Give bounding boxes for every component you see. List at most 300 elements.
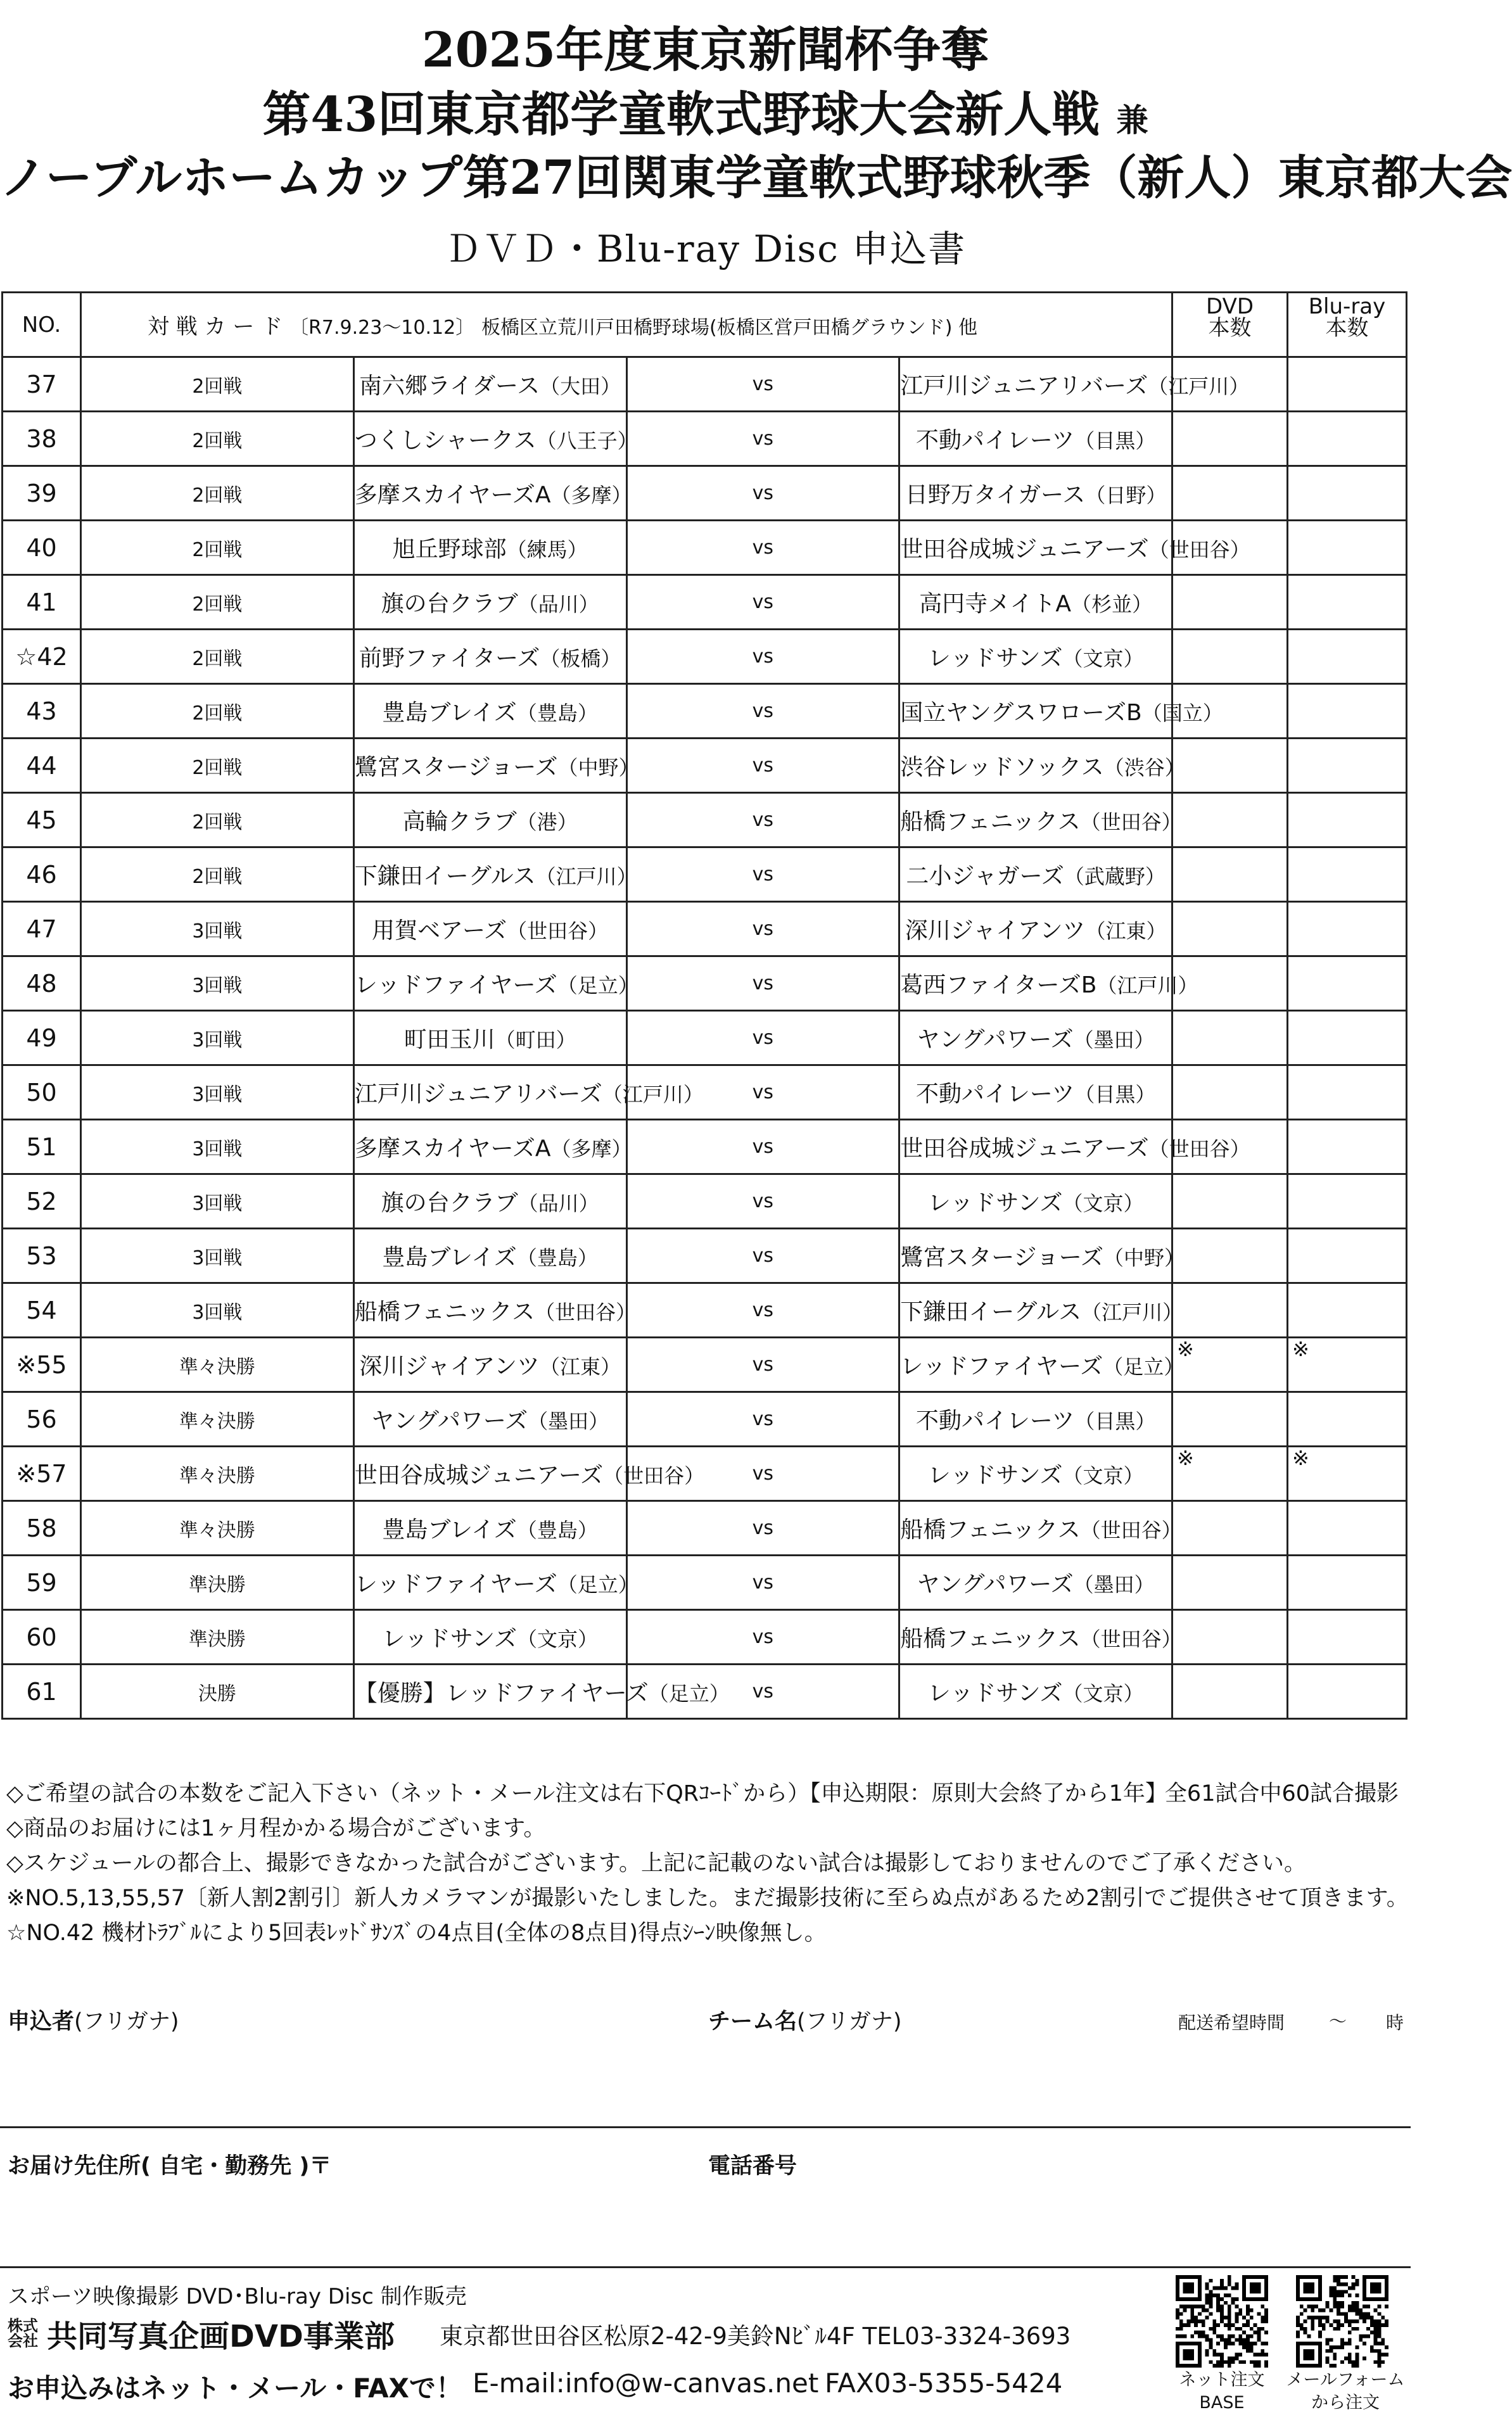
team-1-location: （大田） — [540, 374, 621, 398]
vs-text: vs — [752, 1354, 774, 1376]
round-text: 3回戦 — [192, 1029, 243, 1051]
team-1-location: （江戸川） — [535, 865, 637, 889]
team-2-name: 高円寺メイトA — [919, 591, 1072, 617]
team-2-location: （日野） — [1085, 483, 1167, 507]
team-1-cell — [353, 684, 626, 739]
team-1-cell — [353, 1501, 626, 1556]
round-text: 3回戦 — [192, 1247, 243, 1269]
vs-text: vs — [752, 972, 774, 994]
bluray-quantity-cell[interactable] — [1288, 630, 1407, 684]
team-2-cell — [899, 521, 1250, 575]
delivery-time-label: 配送希望時間 — [1178, 2012, 1285, 2033]
row-round — [81, 1665, 354, 1719]
vs-cell — [626, 1011, 899, 1065]
team-1-name: 用賀ベアーズ — [372, 918, 507, 944]
vs-cell — [626, 847, 899, 902]
title-line-2 — [0, 76, 1411, 145]
vs-text: vs — [752, 373, 774, 395]
vs-text: vs — [752, 1245, 774, 1267]
team-1-location: （豊島） — [516, 701, 598, 725]
dvd-quantity-cell[interactable] — [1172, 466, 1288, 521]
round-text: 準決勝 — [188, 1573, 246, 1596]
row-number — [3, 1447, 81, 1501]
header-no: NO. — [3, 293, 81, 357]
team-1-cell — [353, 630, 626, 684]
vs-text: vs — [752, 482, 774, 504]
team-1-cell — [353, 466, 632, 521]
team-1-cell — [353, 1556, 638, 1610]
round-text: 準決勝 — [188, 1628, 246, 1651]
table-row — [3, 521, 1407, 575]
bluray-quantity-cell[interactable] — [1288, 1665, 1407, 1719]
bluray-quantity-cell[interactable] — [1288, 956, 1407, 1011]
row-round — [81, 575, 354, 630]
team-1-cell — [353, 1447, 705, 1501]
qr-base-label-2: BASE — [1199, 2393, 1245, 2413]
team-2-location: （世田谷） — [1080, 1627, 1182, 1651]
team-1-cell — [353, 1338, 626, 1392]
note-line-4: ※NO.5,13,55,57〔新人割2割引〕新人カメラマンが撮影いたしました。まだ撮影技術に至らぬ点があるため2割引でご提供させて頂きます。 — [6, 1886, 1409, 1911]
bluray-quantity-cell[interactable] — [1288, 1174, 1407, 1229]
row-number — [3, 1229, 81, 1283]
team-1-location: （足立） — [648, 1682, 730, 1706]
team-2-name: 鷺宮スタージョーズ — [900, 1245, 1104, 1271]
row-number-text: ※57 — [16, 1459, 67, 1488]
qr-mailform-label-2: から注文 — [1311, 2393, 1380, 2413]
table-header-row — [3, 293, 1407, 357]
team-2-cell — [899, 1556, 1172, 1610]
table-row — [3, 575, 1407, 630]
title-line-3: ノーブルホームカップ第27回関東学童軟式野球秋季（新人）東京都大会 — [0, 151, 1512, 205]
team-1-name: 旗の台クラブ — [381, 1190, 518, 1216]
bluray-quantity-cell[interactable] — [1288, 1392, 1407, 1447]
applicant-label-text: 申込者 — [8, 2009, 75, 2034]
table-row — [3, 1120, 1407, 1174]
round-text: 2回戦 — [192, 811, 243, 834]
table-row — [3, 412, 1407, 466]
row-number — [3, 1610, 81, 1665]
row-number — [3, 956, 81, 1011]
team-1-name: 世田谷成城ジュニアーズ — [354, 1462, 604, 1488]
team-2-cell — [899, 1501, 1182, 1556]
round-text: 2回戦 — [192, 429, 243, 452]
team-2-cell — [899, 1283, 1183, 1338]
row-number-text: 52 — [26, 1187, 57, 1215]
row-number-text: 44 — [26, 751, 57, 780]
row-number-text: 60 — [26, 1623, 57, 1651]
team-2-name: 船橋フェニックス — [900, 1517, 1081, 1543]
team-1-name: 鷺宮スタージョーズ — [354, 754, 558, 780]
round-text: 3回戦 — [192, 920, 243, 942]
team-2-name: レッドサンズ — [927, 1680, 1063, 1706]
team-1-cell — [353, 1229, 626, 1283]
team-1-cell — [353, 1392, 626, 1447]
note-line-2: ◇商品のお届けには1ヶ月程かかる場合がございます。 — [6, 1816, 546, 1841]
row-round — [81, 357, 354, 412]
team-1-name: レッドサンズ — [382, 1626, 517, 1652]
dvd-quantity-cell[interactable] — [1172, 1392, 1288, 1447]
team-2-name: 不動パイレーツ — [915, 428, 1075, 454]
team-1-location: （江東） — [540, 1355, 621, 1379]
row-number-text: 37 — [26, 370, 57, 398]
vs-text: vs — [752, 1081, 774, 1103]
header-match-card — [81, 293, 1172, 357]
bluray-quantity-cell[interactable] — [1288, 1283, 1407, 1338]
bluray-mark: ※ — [1292, 1446, 1309, 1470]
delivery-time-tilde: ～ — [1329, 2011, 1347, 2032]
vs-cell — [626, 902, 899, 956]
team-1-location: （豊島） — [516, 1246, 598, 1270]
dvd-quantity-cell[interactable] — [1172, 902, 1288, 956]
form-title: ＤＶＤ・Blu-ray Disc 申込書 — [444, 227, 967, 270]
row-number-text: 48 — [26, 969, 57, 998]
dvd-quantity-cell[interactable] — [1172, 739, 1288, 793]
bluray-quantity-cell[interactable] — [1288, 466, 1407, 521]
team-2-name: 船橋フェニックス — [900, 809, 1081, 835]
team-1-name: 豊島ブレイズ — [382, 1245, 517, 1271]
row-number — [3, 847, 81, 902]
dvd-quantity-cell[interactable] — [1172, 1610, 1288, 1665]
bluray-quantity-cell[interactable] — [1288, 902, 1407, 956]
row-round — [81, 1501, 354, 1556]
vs-text: vs — [752, 863, 774, 885]
vs-cell — [626, 739, 899, 793]
row-number-text: 41 — [26, 588, 57, 616]
dvd-quantity-cell[interactable] — [1172, 1229, 1288, 1283]
vs-cell — [626, 1501, 899, 1556]
vs-cell — [626, 466, 899, 521]
team-2-location: （文京） — [1062, 1464, 1144, 1488]
bluray-quantity-cell[interactable] — [1288, 739, 1407, 793]
team-1-cell — [353, 1120, 632, 1174]
team-2-location: （江戸川） — [1096, 974, 1198, 998]
bluray-quantity-cell[interactable] — [1288, 412, 1407, 466]
bluray-quantity-cell[interactable] — [1288, 684, 1407, 739]
team-2-name: 二小ジャガーズ — [906, 863, 1064, 889]
team-2-cell — [899, 684, 1223, 739]
vs-cell — [626, 575, 899, 630]
row-round — [81, 1610, 354, 1665]
dvd-quantity-cell[interactable] — [1172, 1338, 1288, 1392]
round-text: 2回戦 — [192, 538, 243, 561]
team-2-cell — [899, 847, 1172, 902]
row-number — [3, 1283, 81, 1338]
team-2-location: （江東） — [1085, 919, 1167, 943]
bluray-quantity-cell[interactable] — [1288, 1556, 1407, 1610]
table-row — [3, 1556, 1407, 1610]
round-text: 3回戦 — [192, 1138, 243, 1160]
row-number-text: 46 — [26, 860, 57, 889]
team-1-location: （品川） — [518, 1191, 599, 1215]
note-1-right: 全61試合中60試合撮影 — [1164, 1781, 1399, 1806]
dvd-quantity-cell[interactable] — [1172, 412, 1288, 466]
vs-cell — [626, 1338, 899, 1392]
table-row — [3, 847, 1407, 902]
row-round — [81, 630, 354, 684]
header-bluray-line1: Blu-ray — [1308, 294, 1386, 319]
round-text: 3回戦 — [192, 974, 243, 997]
row-round — [81, 793, 354, 847]
header-card-period: 〔R7.9.23～10.12〕 — [289, 317, 475, 339]
vs-cell — [626, 1610, 899, 1665]
table-row — [3, 357, 1407, 412]
bluray-quantity-cell[interactable] — [1288, 1338, 1407, 1392]
team-2-location: （江戸川） — [1081, 1300, 1183, 1324]
dvd-quantity-cell[interactable] — [1172, 1501, 1288, 1556]
dvd-quantity-cell[interactable] — [1172, 793, 1288, 847]
team-2-name: レッドサンズ — [927, 645, 1063, 671]
dvd-quantity-cell[interactable] — [1172, 1447, 1288, 1501]
dvd-quantity-cell[interactable] — [1172, 1283, 1288, 1338]
vs-cell — [626, 357, 899, 412]
row-number-text: 39 — [26, 479, 57, 507]
table-row — [3, 1610, 1407, 1665]
row-round — [81, 739, 354, 793]
team-2-location: （目黒） — [1074, 429, 1156, 453]
row-number-text: ※55 — [16, 1350, 67, 1379]
footer-tagline: スポーツ映像撮影 DVD･Blu-ray Disc 制作販売 — [8, 2284, 467, 2309]
team-2-cell — [899, 793, 1182, 847]
team-2-location: （中野） — [1103, 1246, 1185, 1270]
team-1-name: 江戸川ジュニアリバーズ — [354, 1081, 602, 1107]
row-number — [3, 739, 81, 793]
dvd-quantity-cell[interactable] — [1172, 1011, 1288, 1065]
row-number-text: 56 — [26, 1405, 57, 1433]
team-1-name: レッドファイヤーズ — [354, 1571, 557, 1597]
team-2-name: 深川ジャイアンツ — [905, 918, 1086, 944]
round-text: 決勝 — [198, 1682, 236, 1705]
row-number-text: 45 — [26, 806, 57, 834]
team-2-cell — [899, 1392, 1172, 1447]
team-1-cell — [353, 521, 626, 575]
vs-cell — [626, 1556, 899, 1610]
vs-cell — [626, 793, 899, 847]
bluray-quantity-cell[interactable] — [1288, 357, 1407, 412]
row-number — [3, 1501, 81, 1556]
footer-email[interactable]: E-mail:info@w-canvas.net — [473, 2368, 819, 2399]
title-line-1: 2025年度東京新聞杯争奪 — [421, 22, 989, 78]
row-number-text: 53 — [26, 1241, 57, 1270]
team-2-cell — [899, 1447, 1172, 1501]
team-1-name: 深川ジャイアンツ — [359, 1354, 540, 1380]
team-2-cell — [899, 956, 1198, 1011]
team-2-location: （墨田） — [1073, 1028, 1155, 1052]
team-2-name: ヤングパワーズ — [917, 1027, 1074, 1053]
team-2-location: （墨田） — [1073, 1573, 1155, 1597]
team-1-name: 豊島ブレイズ — [382, 700, 517, 726]
vs-text: vs — [752, 1027, 774, 1049]
footer-fax: FAX03-5355-5424 — [825, 2368, 1063, 2399]
vs-text: vs — [752, 1462, 774, 1485]
round-text: 準々決勝 — [179, 1410, 255, 1433]
team-2-name: 国立ヤングスワローズB — [900, 700, 1142, 726]
footer-kabu-top: 株式 — [8, 2317, 38, 2335]
team-1-location: （豊島） — [516, 1518, 598, 1542]
team-2-cell — [899, 1120, 1250, 1174]
bluray-quantity-cell[interactable] — [1288, 1447, 1407, 1501]
bluray-quantity-cell[interactable] — [1288, 1501, 1407, 1556]
row-number — [3, 575, 81, 630]
row-number — [3, 1174, 81, 1229]
row-number-text: 58 — [26, 1514, 57, 1542]
note-line-3: ◇スケジュールの都合上、撮影できなかった試合がございます。上記に記載のない試合は撮影しておりませんのでご了承ください。 — [6, 1851, 1307, 1876]
footer-kabushiki — [8, 2318, 38, 2349]
row-round — [81, 1392, 354, 1447]
team-2-cell — [899, 902, 1172, 956]
row-number-text: 49 — [26, 1024, 57, 1052]
dvd-quantity-cell[interactable] — [1172, 630, 1288, 684]
team-1-location: （港） — [516, 810, 578, 834]
team-1-cell — [353, 902, 626, 956]
team-1-cell — [353, 1065, 704, 1120]
row-number — [3, 1338, 81, 1392]
row-number — [3, 466, 81, 521]
dvd-quantity-cell[interactable] — [1172, 1665, 1288, 1719]
bluray-quantity-cell[interactable] — [1288, 1011, 1407, 1065]
team-2-location: （世田谷） — [1080, 1518, 1182, 1542]
row-round — [81, 1338, 354, 1392]
row-round — [81, 847, 354, 902]
team-2-cell — [899, 1229, 1185, 1283]
dvd-quantity-cell[interactable] — [1172, 1065, 1288, 1120]
row-number-text: 47 — [26, 915, 57, 943]
bluray-quantity-cell[interactable] — [1288, 1229, 1407, 1283]
table-row — [3, 1338, 1407, 1392]
team-2-location: （渋谷） — [1103, 756, 1185, 780]
dvd-quantity-cell[interactable] — [1172, 1556, 1288, 1610]
round-text: 2回戦 — [192, 865, 243, 888]
vs-text: vs — [752, 700, 774, 722]
row-number-text: 50 — [26, 1078, 57, 1107]
qr-code-base-icon[interactable] — [1176, 2275, 1268, 2368]
team-2-cell — [899, 412, 1172, 466]
team-1-location: （文京） — [517, 1627, 599, 1651]
qr-code-mailform-icon[interactable] — [1296, 2275, 1388, 2368]
row-number — [3, 1665, 81, 1719]
team-1-name: つくしシャークス — [354, 428, 537, 454]
row-number-text: 38 — [26, 424, 57, 453]
vs-cell — [626, 956, 899, 1011]
bluray-quantity-cell[interactable] — [1288, 521, 1407, 575]
row-number — [3, 1011, 81, 1065]
round-text: 準々決勝 — [179, 1464, 255, 1487]
team-2-cell — [899, 1174, 1172, 1229]
team-1-location: （世田谷） — [507, 919, 609, 943]
table-row — [3, 1011, 1407, 1065]
table-row — [3, 1665, 1407, 1719]
table-row — [3, 1229, 1407, 1283]
row-number-text: 43 — [26, 697, 57, 725]
match-order-table — [1, 291, 1407, 1720]
team-label-text: チーム名 — [708, 2009, 797, 2034]
address-type-label: ( 自宅・勤務先 )〒 — [141, 2154, 332, 2179]
vs-cell — [626, 1174, 899, 1229]
vs-cell — [626, 521, 899, 575]
team-1-name: 旗の台クラブ — [381, 591, 518, 617]
team-2-location: （世田谷） — [1148, 538, 1250, 562]
team-2-location: （文京） — [1062, 647, 1144, 671]
row-number — [3, 1556, 81, 1610]
team-2-location: （国立） — [1141, 701, 1223, 725]
team-2-location: （目黒） — [1074, 1082, 1156, 1107]
team-1-location: （多摩） — [550, 483, 632, 507]
applicant-kana-label: (フリガナ) — [74, 2009, 179, 2034]
footer-address: 東京都世田谷区松原2-42-9美鈴Nﾋﾞﾙ4F TEL03-3324-3693 — [440, 2323, 1071, 2350]
vs-text: vs — [752, 1408, 774, 1430]
team-1-name: 下鎌田イーグルス — [354, 863, 536, 889]
team-2-cell — [899, 575, 1172, 630]
table-row — [3, 1501, 1407, 1556]
table-row — [3, 1065, 1407, 1120]
dvd-mark: ※ — [1177, 1337, 1194, 1361]
bluray-quantity-cell[interactable] — [1288, 793, 1407, 847]
team-1-location: （多摩） — [550, 1137, 632, 1161]
form-divider-1 — [0, 2126, 1411, 2128]
team-1-name: 高輪クラブ — [402, 809, 517, 835]
row-number — [3, 412, 81, 466]
note-line-1 — [6, 1777, 1406, 1811]
vs-text: vs — [752, 918, 774, 940]
table-row — [3, 1392, 1407, 1447]
vs-cell — [626, 1392, 899, 1447]
team-2-name: 世田谷成城ジュニアーズ — [900, 1136, 1149, 1162]
row-round — [81, 1283, 354, 1338]
vs-cell — [626, 412, 899, 466]
bluray-quantity-cell[interactable] — [1288, 847, 1407, 902]
team-1-name: 多摩スカイヤーズA — [354, 1136, 551, 1162]
team-1-cell — [353, 575, 626, 630]
team-2-name: 下鎌田イーグルス — [900, 1299, 1082, 1325]
team-2-location: （武蔵野） — [1064, 865, 1166, 889]
team-1-name: 旭丘野球部 — [392, 536, 507, 562]
row-round — [81, 1447, 354, 1501]
team-1-cell — [353, 412, 638, 466]
title-line-2-main: 第43回東京都学童軟式野球大会新人戦 — [262, 86, 1100, 143]
notes-block — [6, 1777, 1409, 1951]
table-row — [3, 1174, 1407, 1229]
table-row — [3, 902, 1407, 956]
form-divider-2 — [0, 2266, 1411, 2268]
team-2-location: （目黒） — [1074, 1409, 1156, 1433]
phone-label: 電話番号 — [708, 2154, 797, 2179]
dvd-quantity-cell[interactable] — [1172, 575, 1288, 630]
row-number — [3, 630, 81, 684]
bluray-quantity-cell[interactable] — [1288, 1065, 1407, 1120]
team-1-cell — [353, 1011, 626, 1065]
address-label — [8, 2148, 331, 2180]
footer-cta: お申込みはネット・メール・FAXで！ — [8, 2373, 462, 2404]
row-number — [3, 1065, 81, 1120]
row-number-text: 54 — [26, 1296, 57, 1324]
team-1-location: （品川） — [518, 592, 599, 616]
header-bluray-line2: 本数 — [1325, 315, 1369, 341]
dvd-quantity-cell[interactable] — [1172, 847, 1288, 902]
vs-text: vs — [752, 1190, 774, 1212]
vs-text: vs — [752, 428, 774, 450]
bluray-quantity-cell[interactable] — [1288, 575, 1407, 630]
qr-base-label-1: ネット注文 — [1179, 2370, 1265, 2390]
round-text: 準々決勝 — [179, 1519, 255, 1542]
team-2-cell — [899, 1665, 1172, 1719]
vs-cell — [626, 684, 899, 739]
team-2-location: （江戸川） — [1148, 374, 1250, 398]
bluray-quantity-cell[interactable] — [1288, 1120, 1407, 1174]
dvd-quantity-cell[interactable] — [1172, 1174, 1288, 1229]
team-1-location: （町田） — [495, 1028, 576, 1052]
round-text: 2回戦 — [192, 593, 243, 616]
bluray-quantity-cell[interactable] — [1288, 1610, 1407, 1665]
row-number — [3, 902, 81, 956]
